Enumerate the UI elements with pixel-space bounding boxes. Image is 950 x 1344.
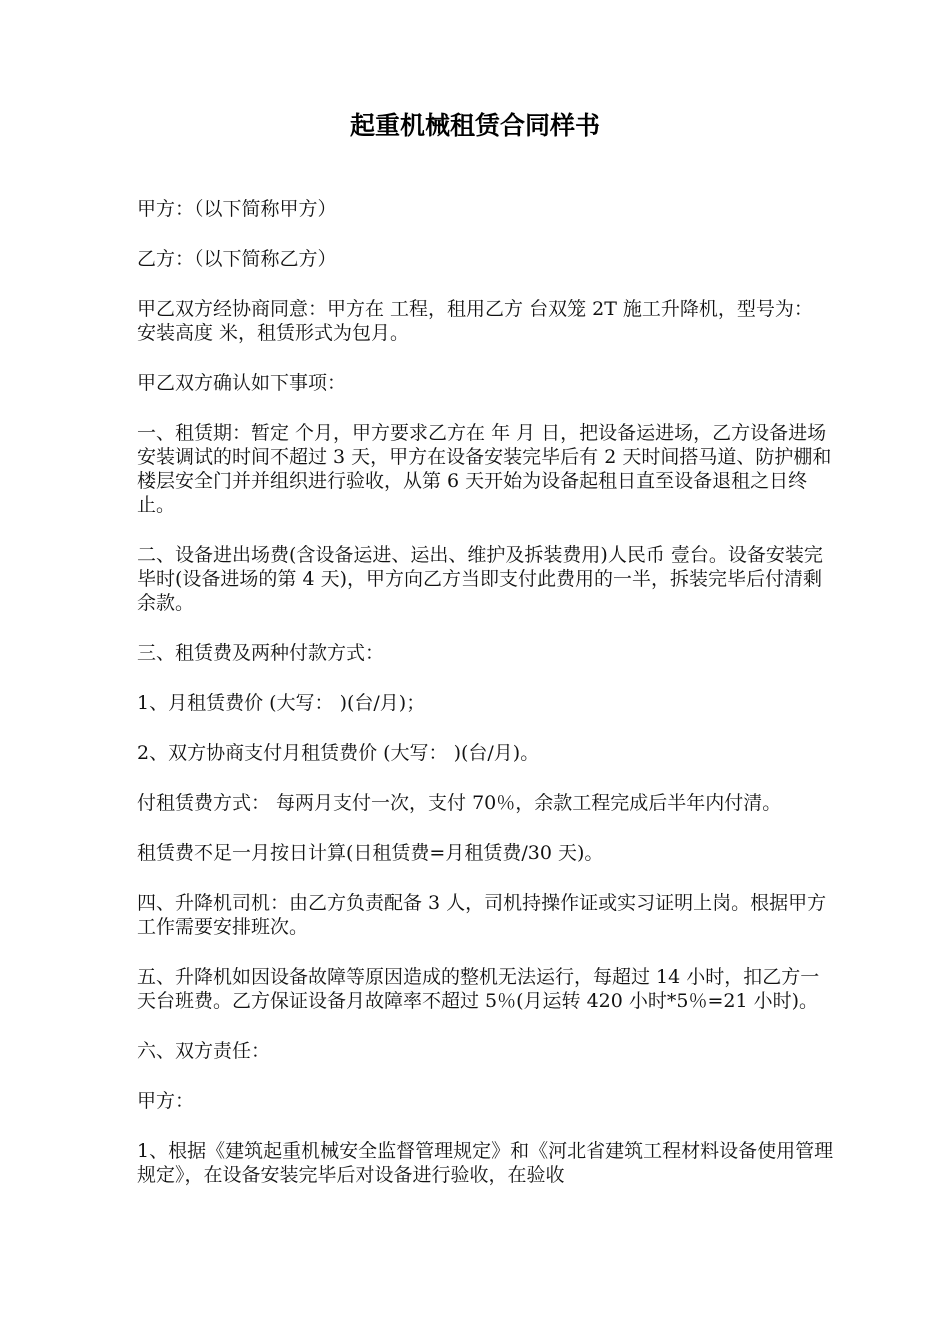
paragraph-operator: 四、升降机司机：由乙方负责配备 3 人，司机持操作证或实习证明上岗。根据甲方工作需要安排班次。: [137, 892, 827, 938]
paragraph-lease-period: 一、租赁期：暂定 个月，甲方要求乙方在 年 月 日，把设备运进场，乙方设备进场安装调试的时间不超过 3 天，甲方在设备安装完毕后有 2 天时间搭马道、防护棚和楼层安全门并并组织进行验收，从第 6 天开始为设备起租日直至设备退租之日终止。: [137, 422, 832, 516]
paragraph-party-a: 甲方：（以下简称甲方）: [137, 198, 337, 220]
paragraph-entry-exit-fee: 二、设备进出场费(含设备运进、运出、维护及拆装费用)人民币 壹台。设备安装完毕时(设备进场的第 4 天)，甲方向乙方当即支付此费用的一半，拆装完毕后付清剩余款。: [137, 544, 823, 614]
paragraph-confirmation: 甲乙双方确认如下事项：: [137, 372, 347, 394]
paragraph-failure-penalty: 五、升降机如因设备故障等原因造成的整机无法运行，每超过 14 小时，扣乙方一天台班费。乙方保证设备月故障率不超过 5％(月运转 420 小时*5％=21 小时)。: [137, 966, 820, 1012]
paragraph-party-a-item-1: 1、根据《建筑起重机械安全监督管理规定》和《河北省建筑工程材料设备使用管理规定》，在设备安装完毕后对设备进行验收，在验收: [137, 1140, 834, 1186]
paragraph-party-a-heading: 甲方：: [137, 1090, 195, 1112]
paragraph-rent-payment-heading: 三、租赁费及两种付款方式：: [137, 642, 385, 664]
paragraph-monthly-rent: 1、月租赁费价 (大写： )(台/月)；: [137, 692, 426, 714]
document-body: [137, 197, 837, 1213]
paragraph-payment-method: 付租赁费方式： 每两月支付一次，支付 70％，余款工程完成后半年内付清。: [137, 792, 782, 814]
paragraph-negotiated-rent: 2、双方协商支付月租赁费价 (大写： )(台/月)。: [137, 742, 540, 764]
document-title: 起重机械租赁合同样书: [349, 111, 600, 140]
paragraph-agreement: 甲乙双方经协商同意：甲方在 工程，租用乙方 台双笼 2T 施工升降机，型号为： 安装高度 米，租赁形式为包月。: [137, 298, 813, 344]
paragraph-party-b: 乙方：（以下简称乙方）: [137, 248, 337, 270]
paragraph-daily-rent: 租赁费不足一月按日计算(日租赁费=月租赁费/30 天)。: [137, 842, 604, 864]
paragraph-responsibilities-heading: 六、双方责任：: [137, 1040, 271, 1062]
